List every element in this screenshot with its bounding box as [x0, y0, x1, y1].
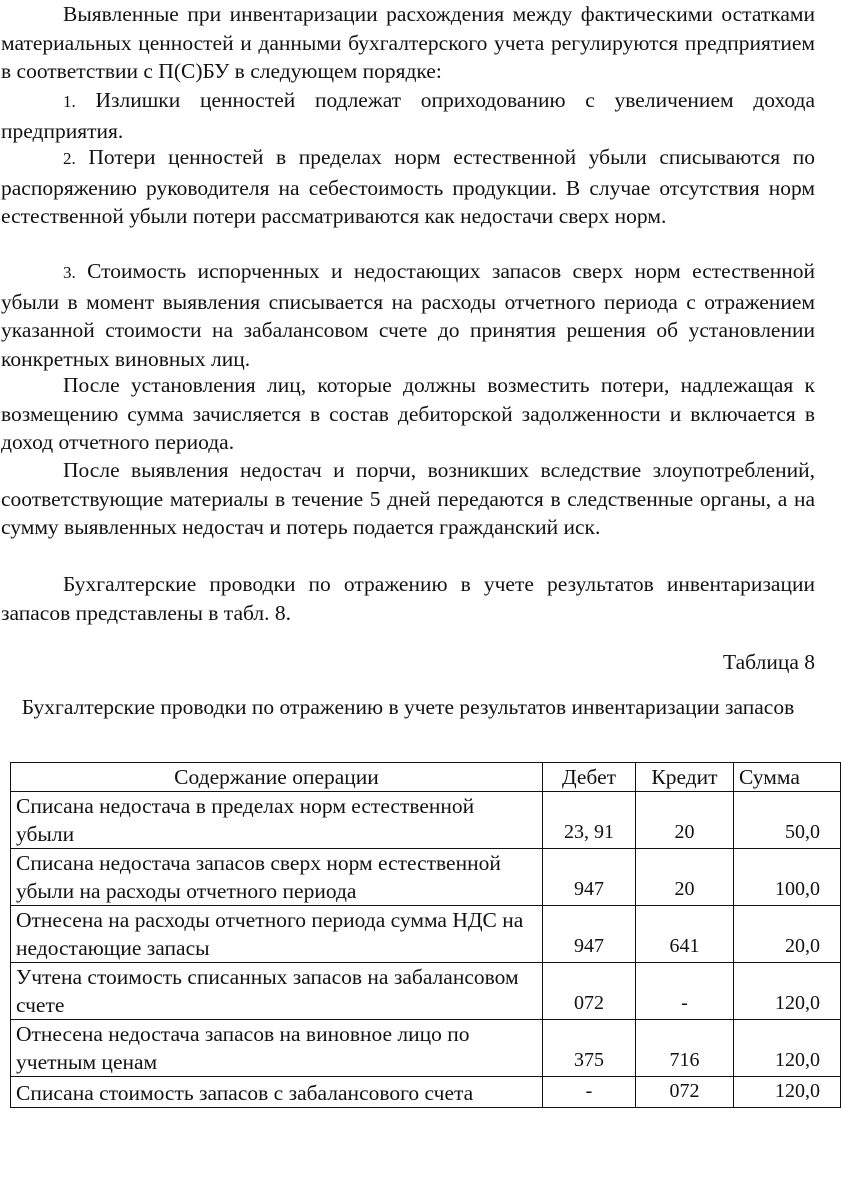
cell-operation: Отнесена на расходы отчетного периода сумма НДС на недостающие запасы [11, 906, 543, 963]
cell-amount: 120,0 [734, 963, 841, 1020]
entries-table [10, 762, 841, 1108]
cell-amount: 120,0 [734, 1077, 841, 1108]
table-row [11, 1077, 841, 1108]
intro-paragraph: Выявленные при инвентаризации расхождения между фактическими остатками материальных ценностей и данными бухгалтерского учета регулируются предприятием в соответствии с П(С)БУ в следующем порядке: [1, 2, 815, 84]
list-item-2 [1, 143, 815, 231]
list-item-3-number: 3. [63, 263, 76, 282]
list-item-3 [1, 257, 815, 373]
cell-debit: - [543, 1077, 636, 1108]
header-debit: Дебет [543, 763, 636, 792]
header-credit: Кредит [636, 763, 734, 792]
cell-amount: 50,0 [734, 792, 841, 849]
cell-credit: 716 [636, 1020, 734, 1077]
list-item-1 [1, 86, 815, 145]
cell-debit: 23, 91 [543, 792, 636, 849]
cell-operation: Списана недостача запасов сверх норм естественной убыли на расходы отчетного периода [11, 849, 543, 906]
cell-credit: - [636, 963, 734, 1020]
cell-amount: 120,0 [734, 1020, 841, 1077]
table-row [11, 792, 841, 849]
cell-operation: Списана недостача в пределах норм естественной убыли [11, 792, 543, 849]
table-row [11, 963, 841, 1020]
cell-debit: 947 [543, 906, 636, 963]
cell-operation: Учтена стоимость списанных запасов на забалансовом счете [11, 963, 543, 1020]
cell-debit: 375 [543, 1020, 636, 1077]
cell-debit: 947 [543, 849, 636, 906]
table-row [11, 906, 841, 963]
paragraph-table-reference: Бухгалтерские проводки по отражению в учете результатов инвентаризации запасов представлены в табл. 8. [1, 572, 815, 625]
table-row [11, 1020, 841, 1077]
cell-credit: 072 [636, 1077, 734, 1108]
cell-credit: 641 [636, 906, 734, 963]
cell-amount: 20,0 [734, 906, 841, 963]
list-item-2-number: 2. [63, 149, 76, 168]
table-label: Таблица 8 [723, 650, 815, 674]
cell-amount: 100,0 [734, 849, 841, 906]
cell-credit: 20 [636, 849, 734, 906]
paragraph-shortage-abuse: После выявления недостач и порчи, возникших вследствие злоупотреблений, соответствующие материалы в течение 5 дней передаются в следственные органы, а на сумму выявленных недостач и потерь подается гражданский иск. [1, 458, 815, 540]
list-item-3-text: Стоимость испорченных и недостающих запасов сверх норм естественной убыли в момент выявления списывается на расходы отчетного периода с отражением указанной стоимости на забалансовом счете до принятия решения об установлении конкретных виновных лиц. [1, 259, 816, 371]
table-row [11, 849, 841, 906]
header-amount: Сумма [734, 763, 841, 792]
cell-debit: 072 [543, 963, 636, 1020]
table-title: Бухгалтерские проводки по отражению в учете результатов инвентаризации запасов [21, 695, 795, 719]
list-item-1-number: 1. [63, 92, 76, 111]
list-item-1-text: Излишки ценностей подлежат оприходованию с увеличением дохода предприятия. [1, 88, 816, 143]
header-operation: Содержание операции [11, 763, 543, 792]
list-item-2-text: Потери ценностей в пределах норм естественной убыли списываются по распоряжению руководителя на себестоимость продукции. В случае отсутствия норм естественной убыли потери рассматриваются как недостачи сверх норм. [1, 145, 816, 229]
cell-operation: Отнесена недостача запасов на виновное лицо по учетным ценам [11, 1020, 543, 1077]
paragraph-compensation: После установления лиц, которые должны возместить потери, надлежащая к возмещению сумма зачисляется в состав дебиторской задолженности и включается в доход отчетного периода. [1, 373, 815, 455]
cell-credit: 20 [636, 792, 734, 849]
table-header-row [11, 763, 841, 792]
cell-operation: Списана стоимость запасов с забалансового счета [11, 1077, 543, 1108]
